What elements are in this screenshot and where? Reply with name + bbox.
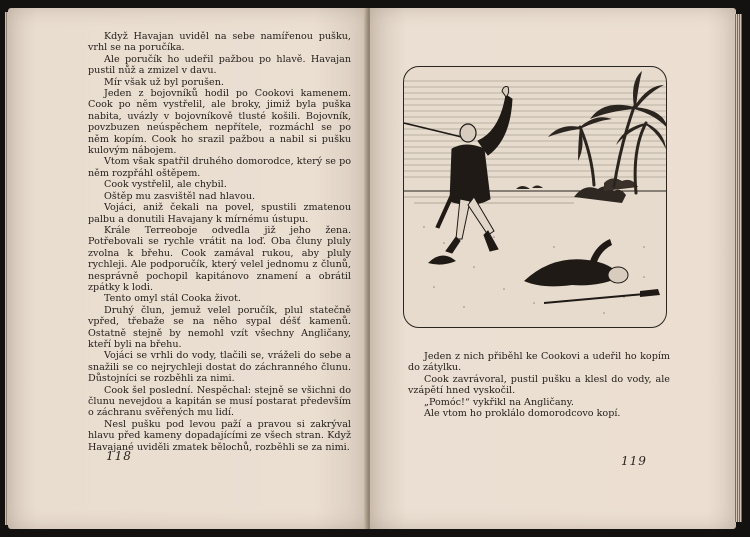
paragraph: Vtom však spatřil druhého domorodce, který se po něm rozpřáhl oštěpem. bbox=[88, 156, 351, 179]
paragraph: Krále Terreoboje odvedla již jeho žena. Potřebovali se rychle vrátit na loď. Oba čluny pluly zvolna k břehu. Cook zamával rukou, aby pluly rychleji. Ale podporučík, který velel jednomu z člunů, nesprávně pochopil kapitánovo znamení a obrátil zpátky k lodi. bbox=[88, 224, 351, 293]
paragraph: Nesl pušku pod levou paží a pravou si zakrýval hlavu před kameny dopadajícími ze všech stran. Když Havajané uviděli zmatek bělochů, rozběhli se za nimi. bbox=[88, 418, 351, 453]
paragraph: Oštěp mu zasvištěl nad hlavou. bbox=[104, 190, 256, 202]
paragraph: Cook zavrávoral, pustil pušku a klesl do vody, ale vzápětí hned vyskočil. bbox=[408, 373, 670, 397]
paragraph: Mír však už byl porušen. bbox=[104, 76, 224, 88]
paragraph: Ale poručík ho udeřil pažbou po hlavě. Havajan pustil nůž a zmizel v davu. bbox=[88, 53, 351, 77]
right-page-text bbox=[408, 351, 670, 419]
paragraph: Vojáci, aniž čekali na povel, spustili zmatenou palbu a donutili Havajany k mírnému ústupu. bbox=[88, 202, 351, 225]
paragraph: Vojáci se vrhli do vody, tlačili se, vráželi do sebe a snažili se co nejrychleji dostat do záchranného člunu. Důstojníci se rozběhli za nimi. bbox=[88, 350, 351, 385]
page-number-left: 118 bbox=[106, 449, 132, 463]
open-book bbox=[8, 8, 742, 529]
page-edges-right bbox=[734, 14, 742, 522]
engraving-cook-death-on-beach-icon bbox=[403, 66, 667, 328]
paragraph: Jeden z bojovníků hodil po Cookovi kamenem. Cook po něm vystřelil, ale broky, jimiž byla puška nabita, uvázly v bojovníkově tlusté košili. Bojovník, povzbuzen neúspěchem nepřítele, rozmáchl se po něm kopím. Cook ho srazil pažbou a nabil si pušku kulovým nábojem. bbox=[88, 88, 351, 157]
left-page bbox=[8, 8, 368, 529]
paragraph: Cook vystřelil, ale chybil. bbox=[104, 179, 227, 191]
page-number-right: 119 bbox=[621, 454, 647, 468]
paragraph: „Pomóc!“ vykřikl na Angličany. bbox=[424, 396, 574, 408]
paragraph: Ale vtom ho proklálo domorodcovo kopí. bbox=[424, 408, 621, 420]
paragraph: Druhý člun, jemuž velel poručík, plul statečně vpřed, třebaže se na něho sypal déšť kamenů. Ostatně stejně by nemohl vzít všechny Angličany, kteří byli na břehu. bbox=[88, 304, 351, 350]
paragraph: Tento omyl stál Cooka život. bbox=[104, 293, 241, 305]
paragraph: Cook šel poslední. Nespěchal: stejně se všichni do člunu nevejdou a kapitán se musí postarat především o záchranu svěřených mu lidí. bbox=[88, 384, 351, 419]
paragraph: Jeden z nich přiběhl ke Cookovi a udeřil ho kopím do zátylku. bbox=[408, 351, 670, 374]
left-page-text bbox=[88, 31, 351, 453]
paragraph: Když Havajan uviděl na sebe namířenou pušku, vrhl se na poručíka. bbox=[88, 31, 351, 54]
